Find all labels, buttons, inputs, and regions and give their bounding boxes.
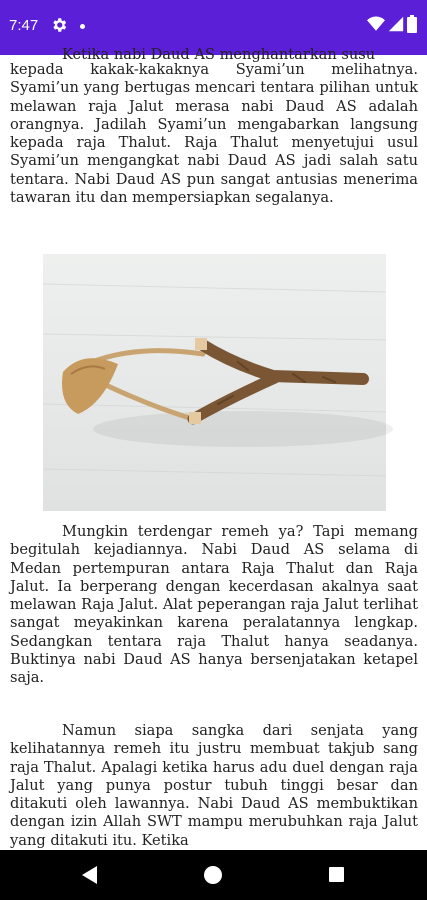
status-time: 7:47 <box>9 17 39 34</box>
signal-icon <box>388 16 404 32</box>
gear-icon <box>50 16 68 34</box>
paragraph-1: kepada kakak-kakaknya Syami’un melihatnya. Syami’un yang bertugas mencari tentara pilihan untuk melawan raja Jalut merasa nabi Daud AS adalah orangnya. Jadilah Syami’un mengabarkan langsung kepada raja Thalut. Raja Thalut menyetujui usul Syami’un mengangkat nabi Daud AS jadi salah satu tentara. Nabi Daud AS pun sangat antusias menerima tawaran itu dan mempersiapkan segalanya. <box>10 61 418 207</box>
article-content[interactable] <box>0 46 427 850</box>
paragraph-2: Mungkin terdengar remeh ya? Tapi memang begitulah kejadiannya. Nabi Daud AS selama di Medan pertempuran antara Raja Thalut dan Raja Jalut. Ia berperang dengan kecerdasan akalnya saat melawan Raja Jalut. Alat peperangan raja Jalut terlihat sangat meyakinkan karena peralatannya lengkap. Sedangkan tentara raja Thalut hanya seadanya. Buktinya nabi Daud AS hanya bersenjatakan ketapel saja. <box>10 523 418 687</box>
slingshot-photo <box>43 254 386 511</box>
wifi-icon <box>367 16 385 32</box>
partial-top-line: Ketika nabi Daud AS menghantarkan susu <box>62 46 376 63</box>
navigation-bar <box>0 850 427 900</box>
recents-icon[interactable] <box>329 867 344 882</box>
battery-icon <box>407 15 417 33</box>
paragraph-3: Namun siapa sangka dari senjata yang kelihatannya remeh itu justru membuat takjub sang raja Thalut. Apalagi ketika harus adu duel dengan raja Jalut yang punya postur tubuh tinggi besar dan ditakuti oleh lawannya. Nabi Daud AS membuktikan dengan izin Allah SWT mampu merubuhkan raja Jalut yang ditakuti itu. Ketika <box>10 722 418 849</box>
home-icon[interactable] <box>204 866 222 884</box>
notification-dot-icon <box>80 24 85 29</box>
back-icon[interactable] <box>82 866 98 884</box>
status-icons <box>367 15 417 33</box>
